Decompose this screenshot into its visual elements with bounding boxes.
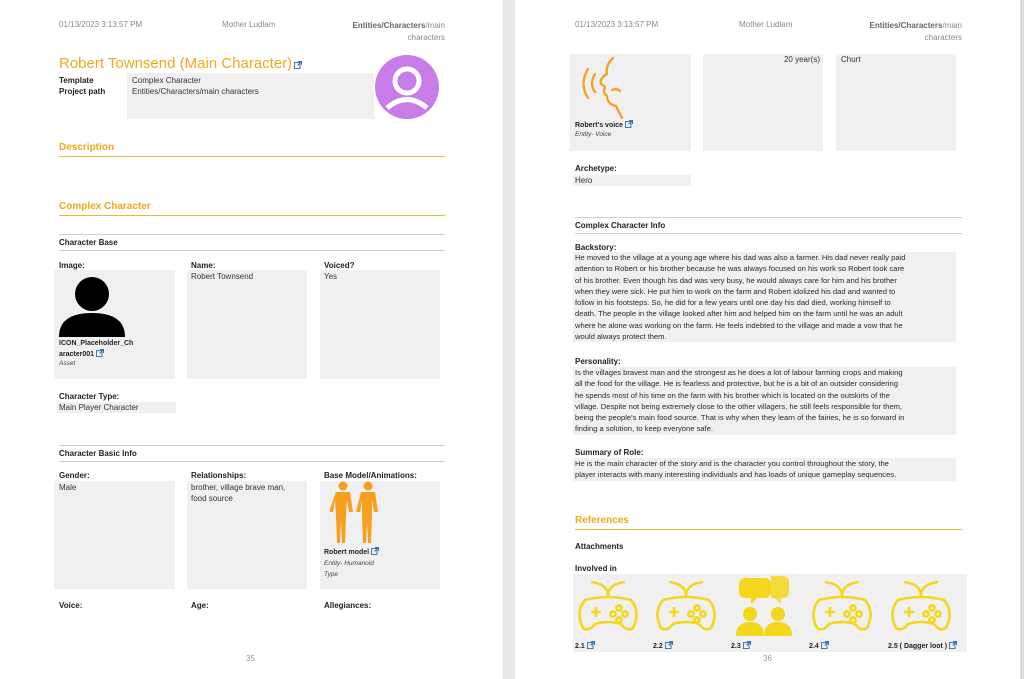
project-path-label: Project path (59, 87, 106, 96)
reference-item[interactable] (575, 576, 641, 636)
document-page-36 (515, 0, 1020, 679)
image-label: Image: (59, 261, 85, 270)
gamepad-icon (809, 576, 875, 634)
reference-label[interactable]: 2.2 (653, 641, 673, 650)
header-timestamp: 01/13/2023 3:13:57 PM (59, 20, 143, 29)
base-model-type: Entity- Humanoid Type (324, 560, 374, 578)
age-box (703, 54, 823, 151)
external-link-icon (665, 641, 673, 649)
voice-type: Entity- Voice (575, 131, 612, 138)
external-link-icon (949, 641, 957, 649)
reference-item[interactable] (888, 576, 954, 636)
backstory-label: Backstory: (575, 243, 617, 252)
character-type-value: Main Player Character (57, 402, 176, 413)
divider (59, 445, 445, 446)
complex-character-heading: Complex Character (59, 201, 151, 212)
basic-info-heading: Character Basic Info (59, 449, 137, 458)
document-page-35 (0, 0, 503, 679)
references-heading: References (575, 515, 629, 526)
page-number: 35 (246, 654, 255, 663)
section-divider (59, 156, 445, 157)
page-title[interactable]: Robert Townsend (Main Character) (59, 55, 302, 72)
divider (59, 461, 445, 462)
backstory-text: He moved to the village at a young age where his dad was also a farmer. His dad never really paid attention to Robert or his brother because he was always focused on his work so Robert took care of his brother. Even though his dad was very busy, he would always care for him and his brother when they were sick. He put him to work on the farm and Robert idolized his dad and wanted to follow in his footsteps. So, he did for a few years until one day his dad died, working himself to death. The people in the village looked after him and helped him on the farm until he was an adult where he alone was working on the farm. He feels indebted to the village and made a vow that he would always protect them. (573, 252, 956, 342)
reference-item[interactable] (653, 576, 719, 636)
external-link-icon (96, 349, 104, 357)
involved-label: Involved in (575, 564, 617, 573)
divider (59, 250, 445, 251)
external-link-icon (371, 547, 379, 555)
reference-label[interactable]: 2.1 (575, 641, 595, 650)
page-number: 36 (763, 654, 772, 663)
description-heading: Description (59, 142, 115, 153)
personality-text: Is the villages bravest man and the strongest as he does a lot of labour farming crops and making all the food for the village. He is fearless and protective, but he is a bit of an outsider considering he spends most of his time on the farm with his brother which is located on the outskirts of the village. Despite not being extremely close to the other villagers, he still feels responsible for them, being the people's main food source. That is why when they learn of the fairies, he is so forward in finding a solution, to keep everyone safe. (573, 367, 956, 435)
reference-label[interactable]: 2.5 ( Dagger loot ) (888, 641, 957, 650)
project-path-value: Entities/Characters/main characters (132, 87, 259, 96)
allegiance-value: Churt (841, 55, 861, 64)
name-box (187, 270, 307, 379)
gender-label: Gender: (59, 471, 90, 480)
section-divider (59, 215, 445, 216)
humanoid-figures-icon (330, 481, 382, 545)
allegiances-label: Allegiances: (324, 601, 372, 610)
header-project: Mother Ludlam (222, 20, 276, 29)
gender-value: Male (59, 483, 77, 492)
base-model-caption[interactable]: Robert model (324, 547, 379, 556)
allegiance-box (836, 54, 956, 151)
template-label: Template (59, 76, 94, 85)
external-link-icon (743, 641, 751, 649)
archetype-value: Hero (573, 175, 691, 186)
gamepad-icon (888, 576, 954, 634)
reference-label[interactable]: 2.3 (731, 641, 751, 650)
voiced-label: Voiced? (324, 261, 355, 270)
divider (59, 234, 445, 235)
divider (575, 233, 962, 234)
personality-label: Personality: (575, 357, 621, 366)
template-value: Complex Character (132, 76, 201, 85)
voice-face-icon (577, 54, 639, 120)
voice-caption[interactable]: Robert's voice (575, 120, 633, 129)
info-heading: Complex Character Info (575, 221, 666, 230)
reference-label[interactable]: 2.4 (809, 641, 829, 650)
voice-label: Voice: (59, 601, 83, 610)
people-chat-icon (731, 576, 797, 636)
voiced-box (320, 270, 440, 379)
external-link-icon (821, 641, 829, 649)
age-label: Age: (191, 601, 209, 610)
character-type-label: Character Type: (59, 392, 120, 401)
image-type: Asset (59, 360, 76, 367)
gender-box (54, 481, 175, 589)
image-caption[interactable]: ICON_Placeholder_Ch aracter001 (59, 340, 134, 358)
archetype-label: Archetype: (575, 164, 617, 173)
external-link-icon (625, 120, 633, 128)
name-label: Name: (191, 261, 216, 270)
relationships-value: brother, village brave man, food source (191, 483, 286, 503)
relationships-label: Relationships: (191, 471, 247, 480)
external-link-icon (587, 641, 595, 649)
header-path: Entities/Characters/main characters (869, 21, 962, 42)
divider (575, 217, 962, 218)
person-silhouette-icon (59, 276, 125, 337)
base-model-label: Base Model/Animations: (324, 471, 417, 480)
name-value: Robert Townsend (191, 272, 254, 281)
header-project: Mother Ludlam (739, 20, 793, 29)
header-timestamp: 01/13/2023 3:13:57 PM (575, 20, 659, 29)
summary-text: He is the main character of the story and is the character you control throughout the story, the player interacts with many interesting individuals and has loads of unique gameplay sequences. (573, 458, 956, 481)
header-path: Entities/Characters/main characters (352, 21, 445, 42)
external-link-icon (294, 61, 302, 69)
character-base-heading: Character Base (59, 238, 118, 247)
user-avatar-icon (375, 55, 439, 119)
reference-item[interactable] (731, 576, 797, 636)
section-divider (575, 529, 962, 530)
reference-item[interactable] (809, 576, 875, 636)
gamepad-icon (575, 576, 641, 634)
scrollbar[interactable] (1020, 0, 1024, 679)
voiced-value: Yes (324, 272, 338, 281)
gamepad-icon (653, 576, 719, 634)
summary-label: Summary of Role: (575, 448, 644, 457)
age-value: 20 year(s) (783, 55, 820, 64)
attachments-label: Attachments (575, 542, 624, 551)
